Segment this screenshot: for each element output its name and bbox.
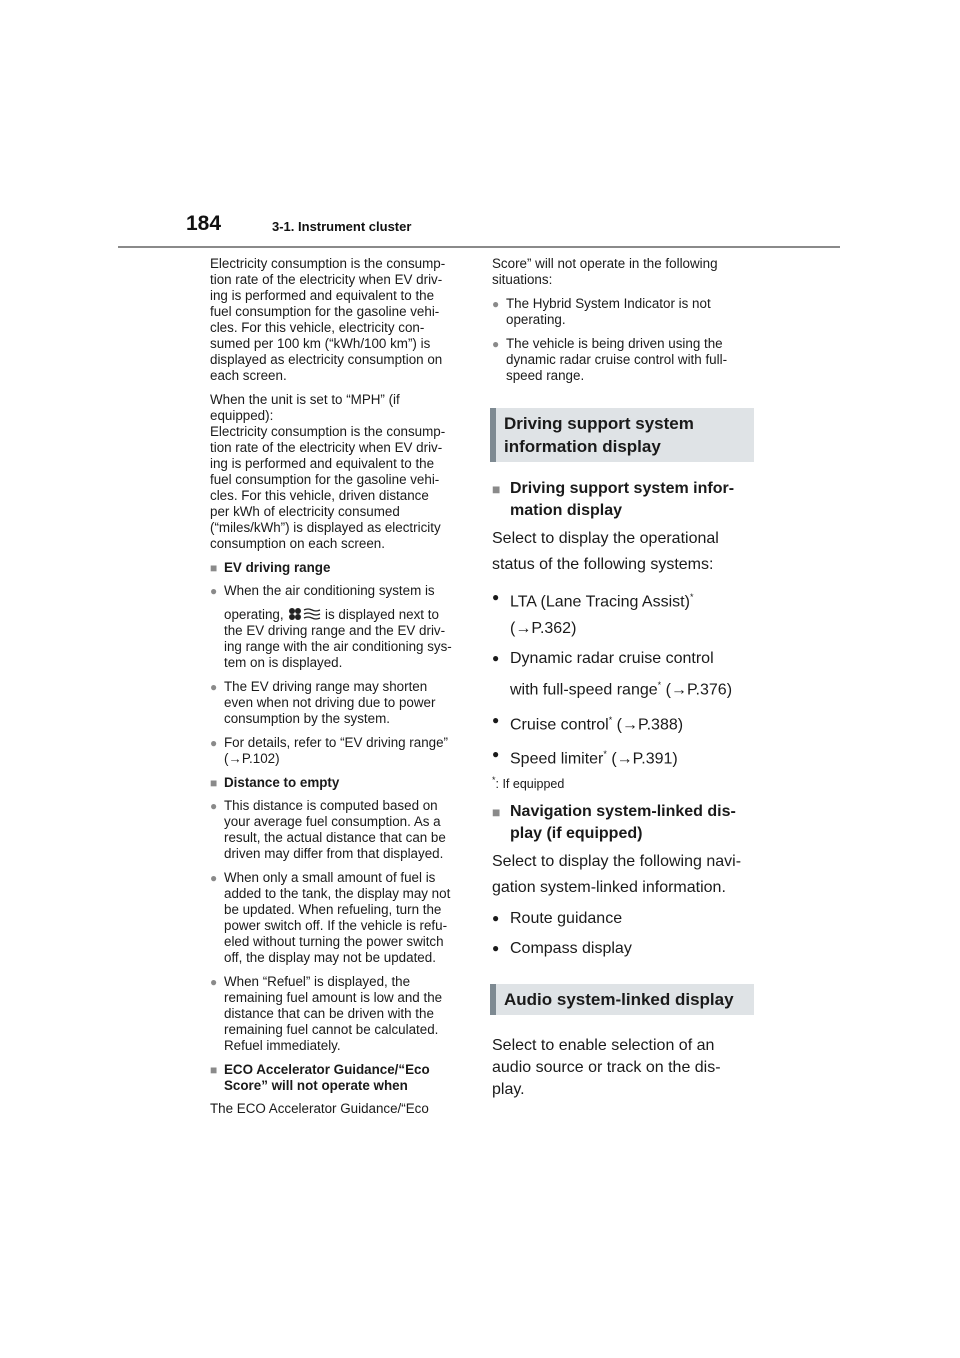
list-item: ● LTA (Lane Tracing Assist)* (→P.362) [492,584,752,642]
list-item: ● Speed limiter* (→P.391) [492,741,752,772]
bullet-marker: ● [492,712,500,727]
air-conditioning-icon [287,607,321,621]
paragraph-electricity-consumption: Electricity consumption is the consump- tion rate of the electricity when EV driv- ing is performed and equivalent to the fuel consumption for the gasoline vehi- cles. For this vehicle, electricity con- sumed per 100 km (“kWh/100 km”) is displayed as electricity consumption on each screen. [210,256,446,383]
list-item: ● The EV driving range may shorten even when not driving due to power consumption by the system. [210,679,436,726]
left-column [210,256,468,1125]
bullet-marker: ● [492,746,500,761]
bullet-marker: ● [492,651,500,666]
page-reference-link[interactable]: (→P.102) [224,751,280,766]
page-header [118,212,840,248]
page-reference-link[interactable]: (→P.362) [510,620,577,638]
list-item: ● This distance is computed based on your average fuel consumption. As a result, the actual distance that can be driven may differ from that displayed. [210,798,446,861]
square-marker: ■ [492,481,501,497]
heading-distance-to-empty: ■ Distance to empty [210,775,340,790]
bullet-marker: ● [492,941,500,956]
section-title-audio-linked: Audio system-linked display [490,984,754,1015]
bullet-marker: ● [210,871,218,885]
bullet-marker: ● [210,799,218,813]
chapter-title: 3-1. Instrument cluster [272,219,412,234]
list-item: ● Dynamic radar cruise control with full-speed range* (→P.376) [492,645,752,703]
paragraph-mph-unit: When the unit is set to “MPH” (if equipped): Electricity consumption is the consump- tion rate of the electricity when EV driv- ing is performed and equivalent to the fuel consumption for the gasoline vehi- cles. For this vehicle, driven distance per kWh of electricity consumed (“miles/kWh”) is displayed as electricity consumption on each screen. [210,392,446,551]
list-item: ● The vehicle is being driven using the dynamic radar cruise control with full- speed range. [492,336,728,383]
bullet-marker: ● [210,584,218,598]
list-item: ● When only a small amount of fuel is added to the tank, the display may not be updated. When refueling, turn the power switch off. If the vehicle is refu- eled without turning the power switch off, the display may not be updated. [210,870,451,965]
paragraph-eco-continued: Score” will not operate in the following situations: [492,256,718,287]
list-item: ● For details, refer to “EV driving range” (→P.102) [210,735,449,766]
square-marker: ■ [210,1063,218,1077]
page-reference-link[interactable]: (→P.388) [616,715,684,733]
square-marker: ■ [210,776,218,790]
page-reference-link[interactable]: (→P.376) [665,681,733,699]
bullet-marker: ● [492,297,500,311]
page-number: 184 [186,212,222,235]
bullet-marker: ● [492,911,500,926]
subheading-driving-support: ■ Driving support system infor- mation display [492,478,752,522]
footnote: *: If equipped [492,775,565,792]
bullet-marker: ● [210,680,218,694]
list-item: ● Cruise control* (→P.388) [492,707,752,738]
section-title-driving-support: Driving support system information display [490,408,754,462]
bullet-marker: ● [492,337,500,351]
list-item: ● The Hybrid System Indicator is not operating. [492,296,711,327]
right-column [492,256,752,1101]
list-item: ● Compass display [492,935,752,962]
list-item: ● When the air conditioning system is operating, is displayed next to the EV driving range and the EV driv- ing range with the air conditioning sys- tem on is displayed. [210,583,452,670]
square-marker: ■ [492,804,501,821]
page-reference-link[interactable]: (→P.391) [611,750,678,768]
paragraph-eco: The ECO Accelerator Guidance/“Eco [210,1101,429,1116]
paragraph-select-navigation: Select to display the following navi- gation system-linked information. [492,853,742,897]
bullet-marker: ● [492,590,500,604]
paragraph-audio: Select to enable selection of an audio source or track on the dis- play. [492,1037,721,1099]
list-item: ● When “Refuel” is displayed, the remaining fuel amount is low and the distance that can be driven with the remaining fuel cannot be calculated. Refuel immediately. [210,974,443,1053]
heading-eco-guidance: ■ ECO Accelerator Guidance/“Eco Score” will not operate when [210,1062,430,1093]
square-marker: ■ [210,561,218,575]
bullet-marker: ● [210,975,218,989]
subheading-navigation-linked: ■ Navigation system-linked dis- play (if equipped) [492,801,752,845]
paragraph-select-operational: Select to display the operational status of the following systems: [492,530,719,573]
list-item: ● Route guidance [492,905,752,932]
bullet-marker: ● [210,736,218,750]
heading-ev-driving-range: ■ EV driving range [210,560,331,575]
